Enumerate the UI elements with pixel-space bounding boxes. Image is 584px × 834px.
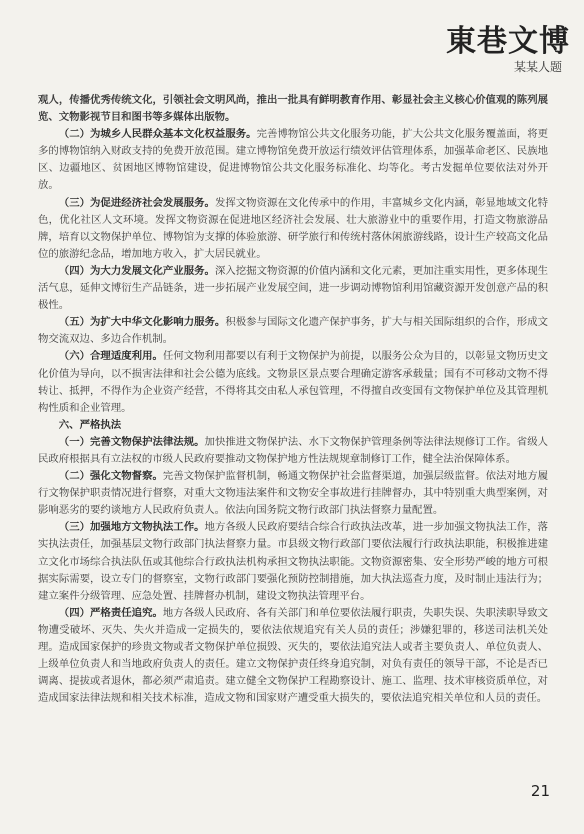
paragraph-heading: （一）完善文物保护法律法规。 [58,435,205,448]
paragraph-text: 观人，传播优秀传统文化，引领社会文明风尚，推出一批具有鲜明教育作用、彰显社会主义核心价值观的陈列展览、文物影视节目和图书等多媒体出版物。 [38,94,548,124]
paragraph-text: 积极参与国际文化遗产保护事务，扩大与相关国际组织的合作，形成文物交流双边、多边合作机制。 [38,316,549,346]
paragraph [38,468,548,519]
paragraph [38,434,548,468]
paragraph-text: 地方各级人民政府要结合综合行政执法改革，进一步加强文物执法工作，落实执法责任，加强基层文物行政部门执法督察力量。市县级文物行政部门要依法履行行政执法职能，积极推进建立文化市场综合执法队伍或其他综合行政执法机构承担文物执法职能。文物资源密集、安全形势严峻的地方可根据实际需要，设立专门的督察室，文物行政部门要强化预防控制措施，加大执法巡查力度，及时制止违法行为；建立案件分级管理、应急处置、挂牌督办机制，建设文物执法管理平台。 [38,521,549,602]
paragraph-heading: （二）为城乡人民群众基本文化权益服务。 [58,128,257,141]
paragraph-heading: （三）为促进经济社会发展服务。 [58,196,215,209]
page-number: 21 [530,782,550,800]
paragraph-heading: （六）合理适度利用。 [58,350,163,363]
paragraph [38,348,548,416]
paragraph [38,519,548,604]
paragraph [38,126,548,194]
section-heading: 六、严格执法 [58,418,122,431]
paragraph [38,314,548,348]
paragraph [38,195,548,263]
paragraph [38,605,548,708]
paragraph-text: 完善文物保护监督机制，畅通文物保护社会监督渠道，加强层级监督。依法对地方履行文物保护职责情况进行督察，对重大文物违法案件和文物安全事故进行挂牌督办，其中特别重大典型案例，对影响恶劣的要约谈地方人民政府负责人。依法向国务院文物行政部门执法督察力量配置。 [38,470,549,517]
logo-signature: 某某人题 [513,60,562,74]
paragraph-text: 完善博物馆公共文化服务功能，扩大公共文化服务覆盖面，将更多的博物馆纳入财政支持的免费开放范围。建立博物馆免费开放运行绩效评估管理体系，加强革命老区、民族地区、边疆地区、贫困地区博物馆建设，促进博物馆公共文化服务标准化、均等化。考古发掘单位要依法对外开放。 [38,128,549,192]
paragraph [38,92,548,126]
page-body [38,92,548,707]
calligraphy-logo [446,14,568,74]
paragraph-text: 任何文物利用都要以有利于文物保护为前提，以服务公众为目的，以彰显文物历史文化价值为导向，以不损害法律和社会公德为底线。文物景区景点要合理确定游客承载量；国有不可移动文物不得转让、抵押，不得作为企业资产经营，不得将其交由私人承包管理，不得擅自改变国有文物保护单位及其管理机构性质和企业管理。 [38,350,549,414]
paragraph-heading: （四）严格责任追究。 [58,606,163,619]
paragraph-text: 深入挖掘文物资源的价值内涵和文化元素，更加注重实用性，更多体现生活气息，延伸文博衍生产品链条，进一步拓展产业发展空间，进一步调动博物馆利用馆藏资源开发创意产品的积极性。 [38,264,549,312]
paragraph-text: 地方各级人民政府、各有关部门和单位要依法履行职责，失职失误、失职渎职导致文物遭受破坏、灭失、失火并造成一定损失的，要依法依规追究有关人员的责任；涉嫌犯罪的，移送司法机关处理。造成国家保护的珍贵文物或者文物保护单位损毁、灭失的，要依法追究法人或者主要负责人、单位负责人、上级单位负责人和当地政府负责人的责任。建立文物保护责任终身追究制，对负有责任的领导干部，不论是否已调离、提拔或者退休，都必须严肃追责。建立健全文物保护工程勘察设计、施工、监理、技术审核资质单位，对造成国家法律法规和相关技术标准，造成文物和国家财产遭受重大损失的，要依法追究相关单位和人员的责任。 [38,606,549,705]
paragraph-heading: （五）为扩大中华文化影响力服务。 [58,316,226,329]
paragraph-heading: （二）强化文物督察。 [58,470,163,483]
paragraph-heading: （三）加强地方文物执法工作。 [58,521,205,534]
paragraph-heading: （四）为大力发展文化产业服务。 [58,264,215,277]
paragraph-text: 发挥文物资源在文化传承中的作用，丰富城乡文化内涵，彰显地域文化特色，优化社区人文环境。发挥文物资源在促进地区经济社会发展、壮大旅游业中的重要作用，打造文物旅游品牌，培育以文物保护单位、博物馆为支撑的体验旅游、研学旅行和传统村落休闲旅游线路，设计生产较高文化品位的旅游纪念品，增加地方收入，扩大居民就业。 [38,196,549,260]
logo-title: 東巷文博 [446,24,570,59]
paragraph-text: 加快推进文物保护法、水下文物保护管理条例等法律法规修订工作。省级人民政府根据具有立法权的市级人民政府要推动文物保护地方性法规规章制修订工作，健全法治保障体系。 [38,435,549,465]
paragraph [38,263,548,314]
